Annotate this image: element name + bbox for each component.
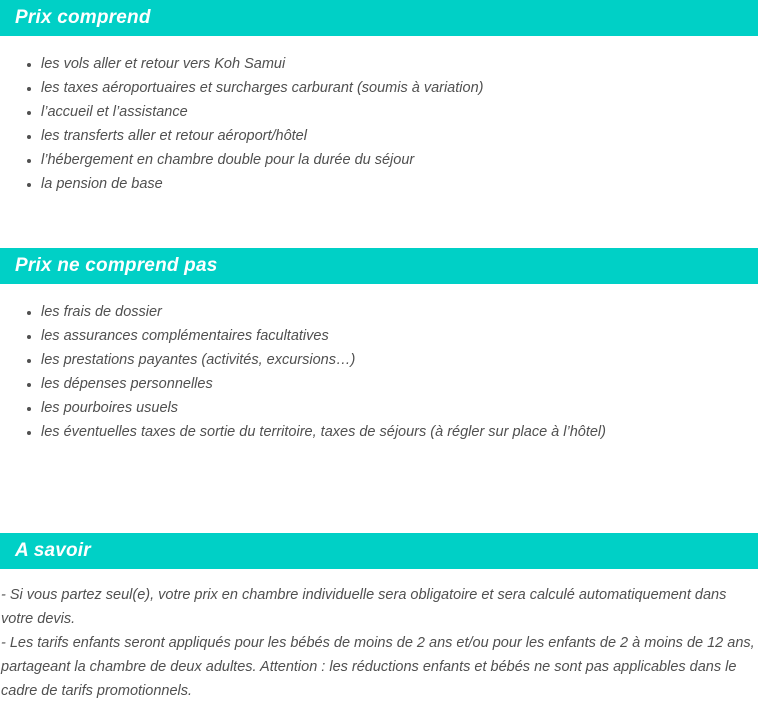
section-title-price-included: Prix comprend bbox=[15, 7, 151, 28]
section-title-notes: A savoir bbox=[15, 540, 91, 561]
list-item: • les assurances complémentaires facultatives bbox=[41, 324, 728, 348]
list-item: • les vols aller et retour vers Koh Samui bbox=[41, 52, 728, 76]
list-item: • les prestations payantes (activités, excursions…) bbox=[41, 348, 728, 372]
list-item: • les taxes aéroportuaires et surcharges carburant (soumis à variation) bbox=[41, 76, 728, 100]
price-included-list bbox=[0, 52, 758, 196]
note-paragraph: - Les tarifs enfants seront appliqués pour les bébés de moins de 2 ans et/ou pour les enfants de 2 à moins de 12 ans, partageant la chambre de deux adultes. Attention : les réductions enfants et bébés ne sont pas applicables dans le cadre de tarifs promotionnels. bbox=[1, 635, 755, 699]
note-paragraph: - Si vous partez seul(e), votre prix en chambre individuelle sera obligatoire et sera calculé automatiquement dans votre devis. bbox=[1, 587, 727, 627]
list-item: • les pourboires usuels bbox=[41, 396, 728, 420]
list-item: • les éventuelles taxes de sortie du territoire, taxes de séjours (à régler sur place à l’hôtel) bbox=[41, 420, 728, 444]
list-item: • la pension de base bbox=[41, 172, 728, 196]
list-item: • l’hébergement en chambre double pour la durée du séjour bbox=[41, 148, 728, 172]
list-item: • les transferts aller et retour aéroport/hôtel bbox=[41, 124, 728, 148]
list-item: • l’accueil et l’assistance bbox=[41, 100, 728, 124]
list-item: • les frais de dossier bbox=[41, 300, 728, 324]
section-title-price-not-included: Prix ne comprend pas bbox=[15, 255, 218, 276]
notes-block bbox=[0, 583, 758, 703]
section-header-notes bbox=[0, 533, 758, 569]
price-not-included-list bbox=[0, 300, 758, 444]
list-item: • les dépenses personnelles bbox=[41, 372, 728, 396]
section-header-price-not-included bbox=[0, 248, 758, 284]
section-header-price-included bbox=[0, 0, 758, 36]
